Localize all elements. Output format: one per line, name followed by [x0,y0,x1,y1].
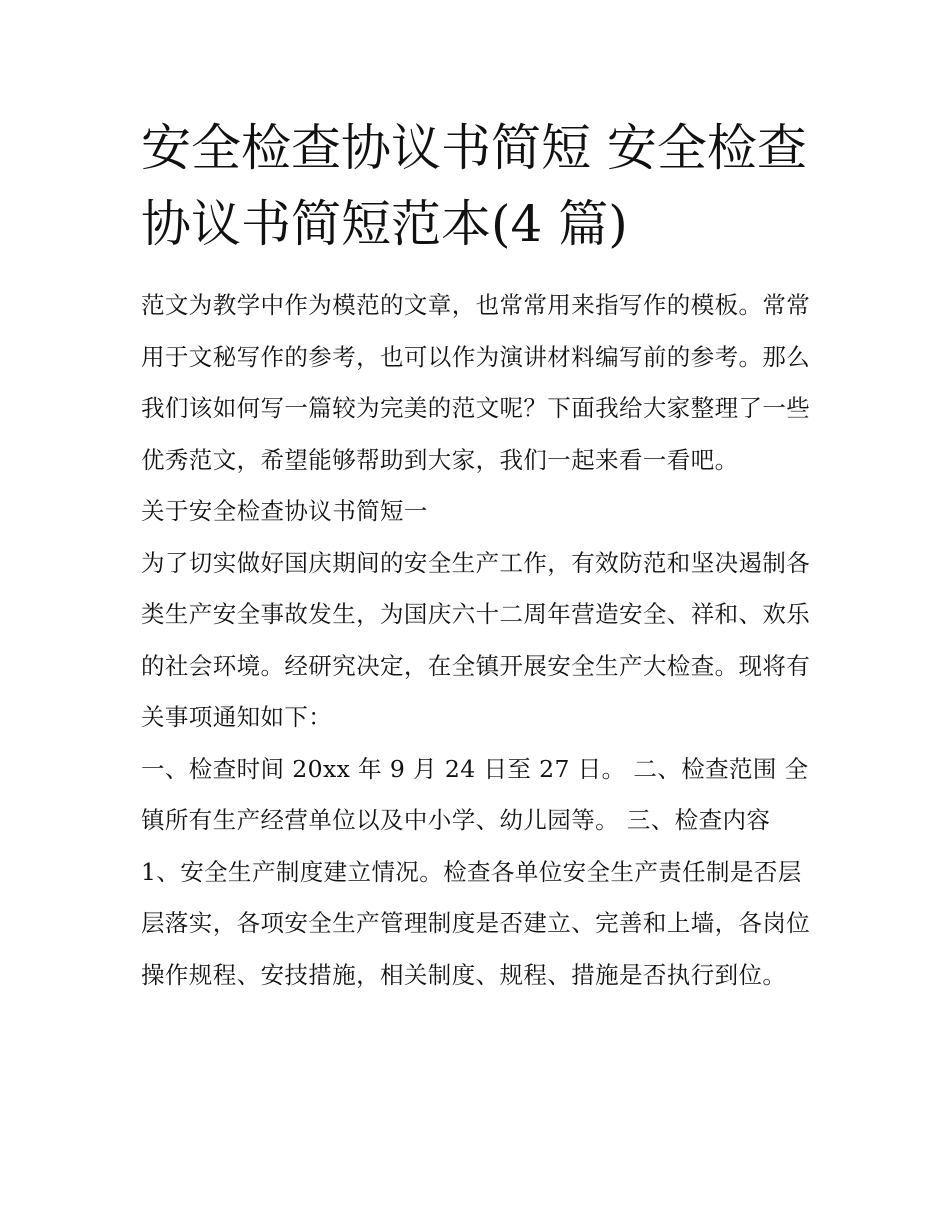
inspection-items-paragraph: 一、检查时间 20xx 年 9 月 24 日至 27 日。 二、检查范围 全镇所有生产经营单位以及中小学、幼儿园等。 三、检查内容 [141,754,809,834]
intro-paragraph: 范文为教学中作为模范的文章，也常常用来指写作的模板。常常用于文秘写作的参考，也可以作为演讲材料编写前的参考。那么我们该如何写一篇较为完美的范文呢？下面我给大家整理了一些优秀范文，希望能够帮助到大家，我们一起来看一看吧。 [141,291,811,474]
section-heading: 关于安全检查协议书简短一 [141,497,428,525]
document-page [141,110,821,1001]
notice-paragraph: 为了切实做好国庆期间的安全生产工作，有效防范和坚决遏制各类生产安全事故发生，为国庆六十二周年营造安全、祥和、欢乐的社会环境。经研究决定，在全镇开展安全生产大检查。现将有关事项通知如下： [141,548,811,731]
document-title: 安全检查协议书简短 安全检查协议书简短范本(4 篇) [141,119,807,253]
document-body [141,280,821,1001]
item-1-paragraph: 1、安全生产制度建立情况。检查各单位安全生产责任制是否层层落实，各项安全生产管理制度是否建立、完善和上墙，各岗位操作规程、安技措施，相关制度、规程、措施是否执行到位。 [141,857,811,989]
